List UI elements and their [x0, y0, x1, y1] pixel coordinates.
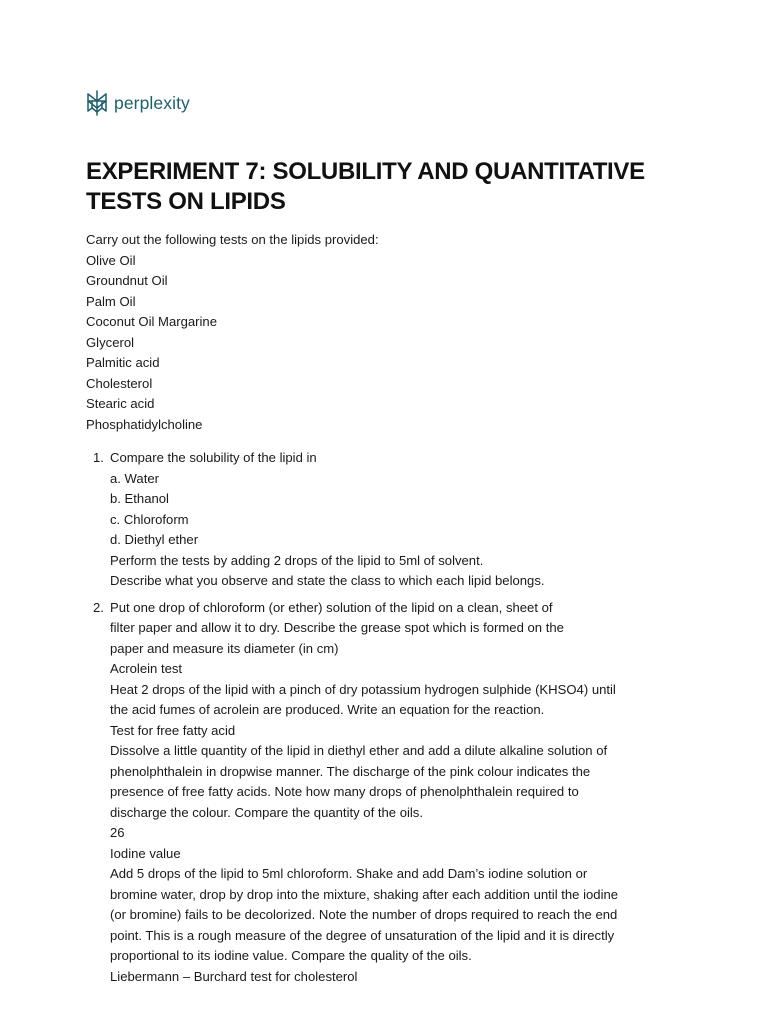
step-line: b. Ethanol	[110, 491, 169, 506]
step-line: c. Chloroform	[110, 511, 189, 527]
steps-list	[86, 448, 686, 987]
brand-name: perplexity	[114, 93, 190, 113]
step-line: the acid fumes of acrolein are produced. Write an equation for the reaction.	[110, 702, 545, 717]
perplexity-logo-icon	[86, 90, 108, 116]
lipid-item: Glycerol	[86, 334, 135, 350]
step-line: d. Diethyl ether	[110, 532, 199, 547]
lipid-item: Olive Oil	[86, 252, 136, 268]
step-line: Liebermann – Burchard test for cholesterol	[110, 968, 358, 984]
lipid-item: Palm Oil	[86, 293, 136, 309]
step-line: filter paper and allow it to dry. Describe the grease spot which is formed on the	[110, 620, 564, 635]
step-item	[86, 448, 686, 592]
lipid-item: Coconut Oil Margarine	[86, 314, 217, 329]
document-body	[86, 230, 686, 987]
step-line: proportional to its iodine value. Compare the quality of the oils.	[110, 948, 472, 963]
step-line: Dissolve a little quantity of the lipid in diethyl ether and add a dilute alkaline solution of	[110, 743, 608, 758]
lipid-list	[86, 251, 686, 436]
step-line: a. Water	[110, 470, 159, 486]
step-line: Iodine value	[110, 845, 181, 861]
lipid-item: Cholesterol	[86, 375, 153, 391]
step-line: Add 5 drops of the lipid to 5ml chloroform. Shake and add Dam’s iodine solution or	[110, 866, 588, 881]
brand-logo	[86, 90, 190, 116]
step-line: bromine water, drop by drop into the mixture, shaking after each addition until the iodine	[110, 886, 619, 902]
step-line: discharge the colour. Compare the quantity of the oils.	[110, 804, 423, 820]
step-line: Acrolein test	[110, 661, 183, 676]
lipid-item: Palmitic acid	[86, 355, 160, 370]
step-line: Heat 2 drops of the lipid with a pinch of dry potassium hydrogen sulphide (KHSO4) until	[110, 681, 616, 697]
page-title: EXPERIMENT 7: SOLUBILITY AND QUANTITATIVE TESTS ON LIPIDS	[86, 158, 645, 215]
lipid-item: Stearic acid	[86, 396, 155, 411]
step-item	[86, 598, 686, 988]
step-line: Describe what you observe and state the class to which each lipid belongs.	[110, 573, 545, 588]
step-line: paper and measure its diameter (in cm)	[110, 640, 339, 656]
step-line: phenolphthalein in dropwise manner. The discharge of the pink colour indicates the	[110, 763, 591, 779]
lipid-item: Phosphatidylcholine	[86, 416, 203, 432]
step-number: 2.	[93, 599, 104, 615]
lipid-item: Groundnut Oil	[86, 273, 168, 288]
step-number: 1.	[93, 450, 104, 465]
step-line: point. This is a rough measure of the degree of unsaturation of the lipid and it is directly	[110, 927, 615, 943]
step-line: Test for free fatty acid	[110, 722, 236, 738]
step-line: Compare the solubility of the lipid in	[110, 450, 317, 465]
step-line: 26	[110, 825, 125, 840]
intro-text: Carry out the following tests on the lipids provided:	[86, 232, 379, 247]
step-line: Perform the tests by adding 2 drops of the lipid to 5ml of solvent.	[110, 552, 484, 568]
step-line: (or bromine) fails to be decolorized. Note the number of drops required to reach the end	[110, 907, 618, 922]
step-line: presence of free fatty acids. Note how many drops of phenolphthalein required to	[110, 784, 579, 799]
step-line: Put one drop of chloroform (or ether) solution of the lipid on a clean, sheet of	[110, 599, 553, 615]
